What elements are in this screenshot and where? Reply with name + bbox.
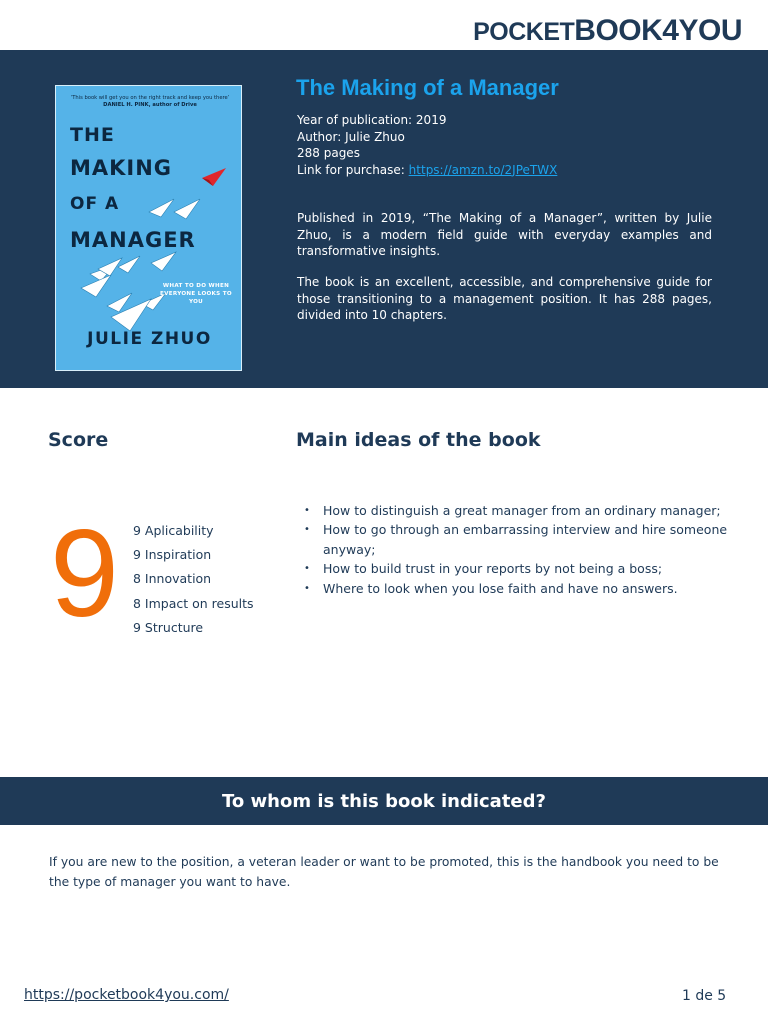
brand-logo-part1: POCKET — [473, 18, 575, 46]
cover-subtitle: WHAT TO DO WHEN EVERYONE LOOKS TO YOU — [160, 283, 232, 306]
idea-text: Where to look when you lose faith and have no answers. — [323, 580, 678, 596]
idea-item — [304, 559, 744, 578]
cover-quote-text: ‘This book will get you on the right track and keep you there’ — [70, 95, 230, 101]
score-item-aplicability: 9 Aplicability — [133, 523, 214, 538]
bullet-icon: • — [304, 524, 310, 536]
book-metadata — [297, 112, 557, 178]
year-row — [297, 112, 557, 129]
cover-title-line-4: MANAGER — [70, 228, 196, 252]
audience-heading: To whom is this book indicated? — [222, 790, 546, 812]
brand-logo-part2: BOOK4YOU — [574, 14, 742, 47]
idea-text: How to distinguish a great manager from an ordinary manager; — [323, 503, 721, 518]
author-row — [297, 129, 557, 146]
description-paragraph-1: Published in 2019, “The Making of a Manager”, written by Julie Zhuo, is a modern field guide with everyday examples and transformative insights. — [297, 211, 712, 258]
purchase-label: Link for purchase: — [297, 162, 405, 177]
purchase-link[interactable]: https://amzn.to/2JPeTWX — [408, 162, 558, 177]
year-value: 2019 — [415, 113, 447, 127]
cover-quote — [66, 95, 234, 109]
main-ideas-list — [304, 501, 744, 598]
cover-title-line-2: MAKING — [70, 156, 173, 180]
idea-item — [304, 520, 744, 559]
score-item-impact: 8 Impact on results — [133, 595, 254, 611]
bullet-icon: • — [304, 582, 310, 594]
page-number: 1 de 5 — [682, 988, 727, 1004]
year-label: Year of publication: — [297, 113, 413, 127]
brand-logo — [473, 14, 742, 48]
idea-item — [304, 579, 744, 598]
footer-website-link[interactable]: https://pocketbook4you.com/ — [24, 987, 229, 1003]
score-heading: Score — [48, 429, 109, 451]
score-item-structure: 9 Structure — [133, 619, 204, 635]
cover-title-line-1: THE — [70, 124, 115, 146]
idea-text: How to go through an embarrassing interview and hire someone anyway; — [323, 522, 728, 557]
cover-quote-attribution: DANIEL H. PINK, author of Drive — [103, 102, 197, 109]
white-paper-planes — [81, 199, 200, 331]
score-item-inspiration: 9 Inspiration — [133, 547, 212, 563]
cover-title-line-3: OF A — [70, 194, 120, 214]
main-ideas-heading: Main ideas of the book — [296, 429, 541, 451]
idea-text: How to build trust in your reports by not being a boss; — [323, 561, 663, 577]
audience-text: If you are new to the position, a veteran leader or want to be promoted, this is the handbook you need to be the type of manager you want to have. — [49, 855, 719, 889]
author-value: Julie Zhuo — [345, 129, 405, 144]
bullet-icon: • — [304, 563, 310, 575]
pages-count: 288 pages — [297, 146, 360, 160]
idea-item — [304, 501, 744, 520]
purchase-row — [297, 162, 557, 179]
audience-banner — [0, 777, 768, 825]
score-breakdown-list — [133, 519, 254, 640]
book-cover-image — [55, 85, 242, 371]
author-label: Author: — [297, 129, 342, 144]
cover-author: JULIE ZHUO — [87, 329, 212, 349]
red-paper-plane — [202, 168, 226, 186]
book-title: The Making of a Manager — [296, 75, 559, 100]
description-paragraph-2: The book is an excellent, accessible, and comprehensive guide for those transitioning to a management position. It has 288 pages, divided into 10 chapters. — [297, 275, 712, 322]
overall-score: 9 — [50, 505, 119, 643]
bullet-icon: • — [304, 505, 310, 516]
score-item-innovation: 8 Innovation — [133, 571, 212, 587]
